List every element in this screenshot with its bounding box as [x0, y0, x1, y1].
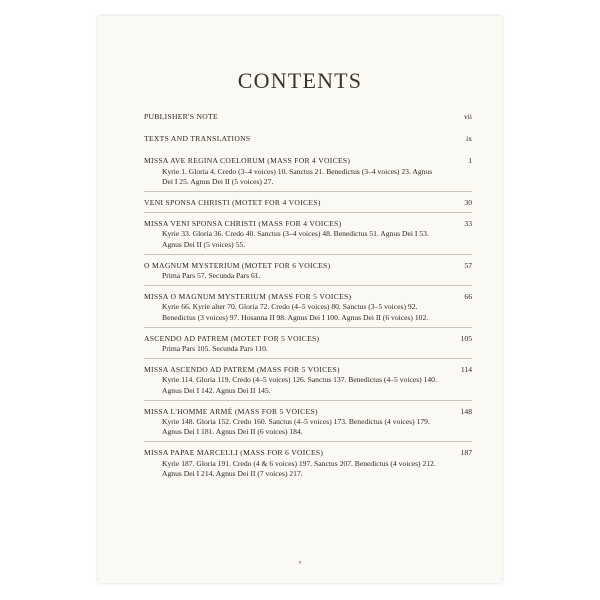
- front-matter-item: [144, 112, 472, 122]
- toc-entry-page: 57: [464, 260, 472, 270]
- toc-entry: [144, 261, 472, 286]
- toc-entry: [144, 334, 472, 359]
- front-matter-title: TEXTS AND TRANSLATIONS: [144, 134, 251, 144]
- toc-entry-title: MISSA L'HOMME ARMÉ (MASS FOR 5 VOICES): [144, 406, 318, 416]
- toc-entry: [144, 365, 472, 401]
- toc-entry-movements: Kyrie 1. Gloria 4. Credo (3–4 voices) 10. Sanctus 21. Benedictus (3–4 voices) 23. Agnus Dei I 25. Agnus Dei II (5 voices) 27.: [162, 166, 433, 186]
- toc-entry-movements: Prima Pars 105. Secunda Pars 110.: [162, 344, 268, 354]
- toc-entry-title: ASCENDO AD PATREM (MOTET FOR 5 VOICES): [144, 333, 320, 343]
- toc-entry-head: [144, 198, 472, 208]
- toc-entry-title: MISSA O MAGNUM MYSTERIUM (MASS FOR 5 VOICES): [144, 292, 352, 302]
- toc-entry-movements: Prima Pars 57. Secunda Pars 61.: [162, 271, 261, 281]
- front-matter-title: PUBLISHER'S NOTE: [144, 112, 218, 121]
- toc-entry-movements: Kyrie 148. Gloria 152. Credo 160. Sanctus (4–5 voices) 173. Benedictus (4 voices) 179. Agnus Dei I 181. Agnus Dei II (6 voices) 184.: [162, 417, 430, 437]
- toc-entry-title: MISSA ASCENDO AD PATREM (MASS FOR 5 VOICES): [144, 365, 340, 375]
- toc-entry-page: 1: [468, 156, 472, 166]
- toc-entry-movements: Kyrie 187. Gloria 191. Credo (4 & 6 voices) 197. Sanctus 207. Benedictus (4 voices) 212. Agnus Dei I 214. Agnus Dei II (7 voices) 217.: [162, 458, 436, 478]
- toc-entry: [144, 407, 472, 443]
- toc-entry-title: O MAGNUM MYSTERIUM (MOTET FOR 6 VOICES): [144, 260, 331, 270]
- toc-entry-movements: Kyrie 66. Kyrie alter 70. Gloria 72. Credo (4–5 voices) 80. Sanctus (3–5 voices) 92. Benedictus (3 voices) 97. Hosanna II 98. Agnus Dei I 100. Agnus Dei II (6 voices) 102.: [162, 302, 429, 322]
- toc-entry: [144, 292, 472, 328]
- toc-entry-movements: Kyrie 33. Gloria 36. Credo 40. Sanctus (3–4 voices) 48. Benedictus 51. Agnus Dei I 53. Agnus Dei II (5 voices) 55.: [162, 229, 429, 249]
- toc-entry-page: 105: [460, 333, 472, 343]
- toc-entry-head: [144, 365, 472, 375]
- table-of-contents: [144, 112, 472, 489]
- toc-entry-page: 33: [464, 219, 472, 229]
- toc-entry: [144, 198, 472, 213]
- toc-entry-title: VENI SPONSA CHRISTI (MOTET FOR 4 VOICES): [144, 198, 321, 208]
- front-matter-row: [144, 112, 472, 122]
- toc-entry-title: MISSA PAPAE MARCELLI (MASS FOR 6 VOICES): [144, 448, 324, 458]
- toc-entry-head: [144, 448, 472, 458]
- front-matter-page: ix: [466, 134, 472, 144]
- toc-entry-page: 148: [460, 406, 472, 416]
- toc-entry-title: MISSA VENI SPONSA CHRISTI (MASS FOR 4 VOICES): [144, 219, 342, 229]
- toc-entry-title: MISSA AVE REGINA COELORUM (MASS FOR 4 VOICES): [144, 156, 351, 166]
- toc-entry-head: [144, 219, 472, 229]
- toc-entry-page: 114: [460, 365, 472, 375]
- front-matter-page: vii: [463, 112, 472, 121]
- toc-entry: [144, 219, 472, 255]
- toc-entry-head: [144, 407, 472, 417]
- toc-entry-head: [144, 261, 472, 271]
- front-matter-item: [144, 134, 472, 144]
- toc-entry: [144, 448, 472, 483]
- front-matter-row: [144, 134, 472, 144]
- toc-entry: [144, 156, 472, 192]
- toc-entry-head: [144, 334, 472, 344]
- toc-entry-page: 187: [460, 448, 472, 458]
- toc-entry-movements: Kyrie 114. Gloria 119. Credo (4–5 voices) 126. Sanctus 137. Benedictus (4–5 voices) 140. Agnus Dei I 142. Agnus Dei II 145.: [162, 375, 437, 395]
- toc-entry-head: [144, 292, 472, 302]
- toc-entry-head: [144, 156, 472, 166]
- book-page: [98, 16, 502, 583]
- page-number: v: [298, 560, 302, 566]
- toc-entry-page: 66: [464, 292, 472, 302]
- page-title: CONTENTS: [237, 68, 363, 93]
- toc-entry-page: 30: [464, 198, 472, 208]
